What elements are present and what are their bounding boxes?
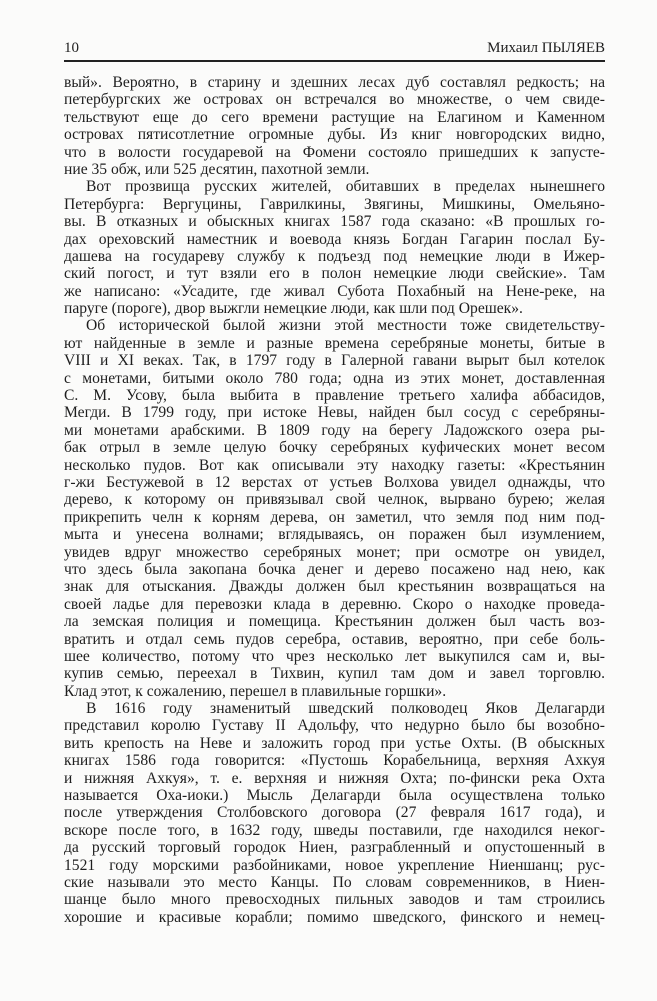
text-line: Клад этот, к сожалению, перешел в плавильные горшки». <box>64 682 447 700</box>
text-line: хорошие и красивые корабли; помимо шведского, финского и немец- <box>64 908 605 926</box>
text-line: ла земская полиция и помещица. Крестьянин должен был часть воз- <box>64 613 605 631</box>
text-line: купив семью, переехал в Тихвин, купил там дом и завел торговлю. <box>64 665 605 683</box>
text-line: ют найденные в земле и разные времена серебряные монеты, битые в <box>64 334 605 352</box>
text-line: тельствуют еще до сего времени растущие на Елагином и Каменном <box>64 108 605 126</box>
text-line: вскоре после того, в 1632 году, шведы поставили, где находился неког- <box>64 821 605 839</box>
running-header <box>64 38 605 62</box>
text-line: Об исторической былой жизни этой местности тоже свидетельству- <box>86 317 605 335</box>
text-line: несколько пудов. Вот как описывали эту находку газеты: «Крестьянин <box>64 456 605 474</box>
text-line: что в волости государевой на Фомени состояло пришедших к запусте- <box>64 143 605 161</box>
text-line: дашева на государеву службу к подъезд под немецкие люди в Ижер- <box>64 247 605 265</box>
text-line: что здесь была закопана бочка денег и дерево посажено над нею, как <box>64 560 605 578</box>
text-line: дерево, к которому он привязывал свой челнок, вырвано бурею; желая <box>64 491 605 509</box>
text-line: вый». Вероятно, в старину и здешних лесах дуб составлял редкость; на <box>64 74 605 91</box>
text-line: представил королю Густаву II Адольфу, что недурно было бы возобно- <box>64 717 605 735</box>
text-line: Петербурга: Вергуцины, Гаврилкины, Звягины, Мишкины, Омельяно- <box>64 195 605 213</box>
text-line: мыта и унесена волнами; вглядываясь, он поражен был изумлением, <box>64 526 605 544</box>
text-line: увидев вдруг множество серебряных монет; при осмотре он увидел, <box>64 543 605 561</box>
text-line: Мегди. В 1799 году, при истоке Невы, найден был сосуд с серебряны- <box>64 404 605 422</box>
text-line: 1521 году морскими разбойниками, новое укрепление Ниеншанц; рус- <box>64 856 605 874</box>
text-line: ние 35 обж, или 525 десятин, пахотной земли. <box>64 160 370 178</box>
text-line: называется Оха-иоки.) Мысль Делагарди была осуществлена только <box>64 787 605 805</box>
text-line: знак для отыскания. Дважды должен был крестьянин возвращаться на <box>64 578 605 596</box>
text-line: книгах 1586 года говорится: «Пустошь Корабельница, верхняя Ахкуя <box>64 752 605 770</box>
text-line: вратить и отдал семь пудов серебра, оставив, вероятно, при себе боль- <box>64 630 605 648</box>
body-text <box>64 74 605 926</box>
text-line: г-жи Бестужевой в 12 верстах от устьев Волхова увидел однажды, что <box>64 473 605 491</box>
paragraph <box>64 74 605 178</box>
text-line: паруге (пороге), двор выжгли немецкие люди, как шли под Орешек». <box>64 300 523 318</box>
paragraph <box>64 700 605 926</box>
text-line: ми монетами арабскими. В 1809 году на берегу Ладожского озера ры- <box>64 421 605 439</box>
text-line: В 1616 году знаменитый шведский полководец Яков Делагарди <box>86 700 605 718</box>
text-line: дах ореховский наместник и воевода князь Богдан Гагарин послал Бу- <box>64 230 605 248</box>
text-line: вить крепость на Неве и заложить город при устье Охты. (В обыскных <box>64 734 605 752</box>
text-line: вы. В отказных и обыскных книгах 1587 года сказано: «В прошлых го- <box>64 213 605 231</box>
text-line: С. М. Усову, была выбита в правление третьего халифа аббасидов, <box>64 387 605 405</box>
paragraph <box>64 178 605 317</box>
text-line: Вот прозвища русских жителей, обитавших в пределах нынешнего <box>86 178 605 196</box>
page-number: 10 <box>64 40 79 56</box>
text-line: шее количество, потому что чрез несколько лет выкупился сам и, вы- <box>64 647 605 665</box>
text-line: островах пятисотлетние огромные дубы. Из книг новгородских видно, <box>64 126 605 144</box>
text-line: ский погост, и тут взяли его в полон немецкие люди свейские». Там <box>64 265 605 283</box>
text-line: VIII и XI веках. Так, в 1797 году в Галерной гавани вырыт был котелок <box>64 352 605 370</box>
text-line: своей ладье для перевозки клада в деревню. Скоро о находке проведа- <box>64 595 605 613</box>
paragraph <box>64 317 605 700</box>
text-line: да русский торговый городок Ниен, разграбленный и опустошенный в <box>64 839 605 857</box>
running-head-author: Михаил ПЫЛЯЕВ <box>487 40 605 56</box>
text-line: ские называли это место Канцы. По словам современников, в Ниен- <box>64 873 605 891</box>
text-line: же написано: «Усадите, где живал Субота Похабный на Нене-реке, на <box>64 282 605 300</box>
text-line: и нижняя Ахкуя», т. е. верхняя и нижняя Охта; по-фински река Охта <box>64 769 605 787</box>
text-line: петербургских же островах он встречался во множестве, о чем свиде- <box>64 91 605 109</box>
text-line: шанце было много превосходных пильных заводов и там строились <box>64 891 605 909</box>
text-line: после утверждения Столбовского договора (27 февраля 1617 года), и <box>64 804 605 822</box>
text-line: бак отрыл в земле целую бочку серебряных куфических монет весом <box>64 439 605 457</box>
text-line: с монетами, битыми около 780 года; одна из этих монет, доставленная <box>64 369 605 387</box>
text-line: прикрепить челн к корням дерева, он заметил, что земля под ним под- <box>64 508 605 526</box>
